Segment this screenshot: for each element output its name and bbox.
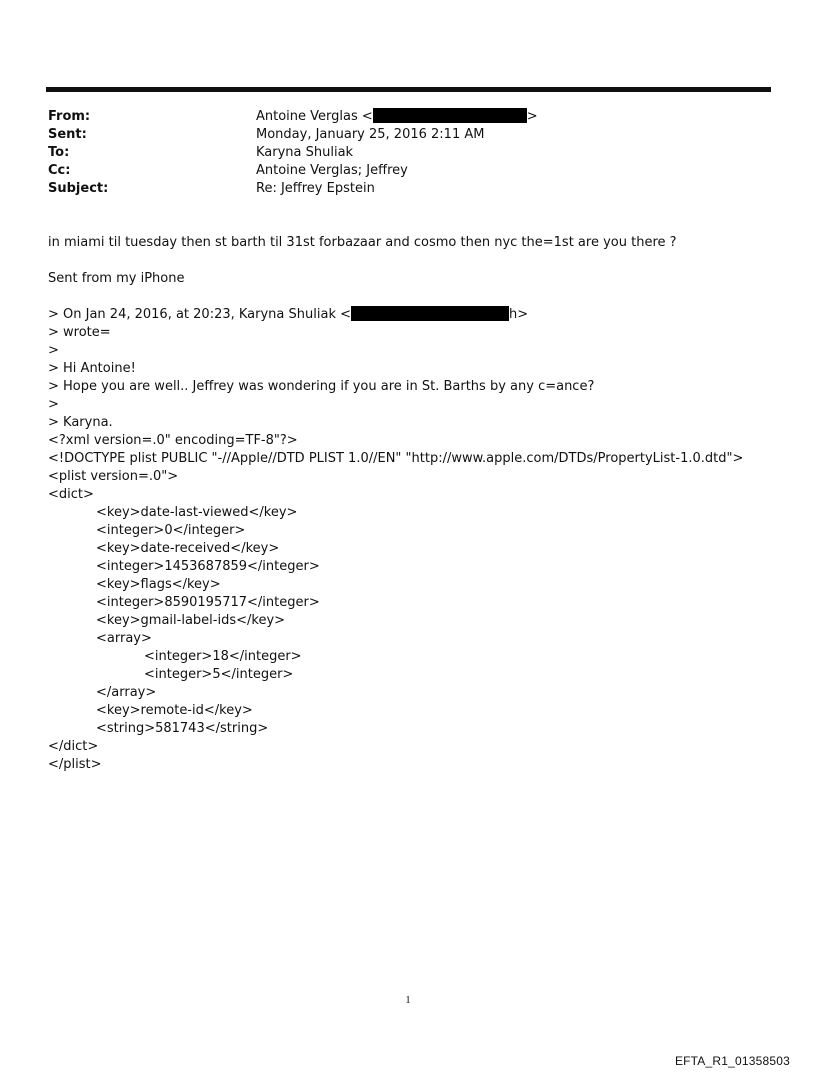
message-text: in miami til tuesday then st barth til 31st forbazaar and cosmo then nyc the=1st are you there ?	[48, 235, 677, 250]
plist-line: <dict>	[48, 487, 94, 502]
quoted-attribution: > On Jan 24, 2016, at 20:23, Karyna Shuliak <	[48, 307, 351, 322]
plist-line: <plist version=.0">	[48, 469, 179, 484]
plist-line: <?xml version=.0" encoding=TF-8"?>	[48, 433, 298, 448]
quoted-attribution-end: h>	[509, 307, 529, 322]
plist-line: <string>581743</string>	[96, 721, 269, 736]
plist-line: <integer>0</integer>	[96, 523, 246, 538]
from-close: >	[526, 109, 538, 124]
plist-line: </dict>	[48, 739, 99, 754]
plist-line: <key>flags</key>	[96, 577, 221, 592]
quoted-line: > Hope you are well.. Jeffrey was wondering if you are in St. Barths by any c=ance?	[48, 379, 595, 394]
plist-line: <key>date-received</key>	[96, 541, 280, 556]
redaction-box	[351, 306, 509, 321]
header-rule	[46, 87, 771, 92]
redaction-box	[373, 108, 527, 123]
subject-value: Re: Jeffrey Epstein	[256, 181, 375, 196]
plist-line: <!DOCTYPE plist PUBLIC "-//Apple//DTD PLIST 1.0//EN" "http://www.apple.com/DTDs/PropertyList-1.0.dtd">	[48, 451, 744, 466]
to-value: Karyna Shuliak	[256, 145, 354, 160]
quoted-line: >	[48, 343, 59, 358]
plist-line: </array>	[96, 685, 157, 700]
plist-line: <key>gmail-label-ids</key>	[96, 613, 286, 628]
quoted-line: > Karyna.	[48, 415, 113, 430]
plist-line: <integer>5</integer>	[144, 667, 294, 682]
cc-label: Cc:	[48, 163, 71, 178]
from-value	[256, 108, 538, 126]
plist-line: <key>remote-id</key>	[96, 703, 253, 718]
message-body	[48, 234, 677, 252]
quoted-line: >	[48, 397, 59, 412]
sent-value: Monday, January 25, 2016 2:11 AM	[256, 127, 485, 142]
plist-line: <integer>18</integer>	[144, 649, 302, 664]
plist-line: </plist>	[48, 757, 102, 772]
quoted-line: > wrote=	[48, 325, 111, 340]
page-number: 1	[405, 994, 411, 1006]
subject-label: Subject:	[48, 181, 109, 196]
to-label: To:	[48, 145, 70, 160]
document-id: EFTA_R1_01358503	[674, 1054, 790, 1068]
quoted-line: > Hi Antoine!	[48, 361, 136, 376]
signature-text: Sent from my iPhone	[48, 271, 185, 286]
from-name: Antoine Verglas <	[256, 109, 373, 124]
plist-line: <integer>1453687859</integer>	[96, 559, 320, 574]
signature-block	[48, 270, 184, 288]
cc-value: Antoine Verglas; Jeffrey	[256, 163, 408, 178]
plist-line: <integer>8590195717</integer>	[96, 595, 320, 610]
quoted-message	[48, 306, 594, 432]
plist-line: <array>	[96, 631, 152, 646]
plist-block	[48, 432, 743, 774]
sent-label: Sent:	[48, 127, 87, 142]
plist-line: <key>date-last-viewed</key>	[96, 505, 298, 520]
from-label: From:	[48, 109, 91, 124]
quoted-line	[48, 306, 594, 324]
